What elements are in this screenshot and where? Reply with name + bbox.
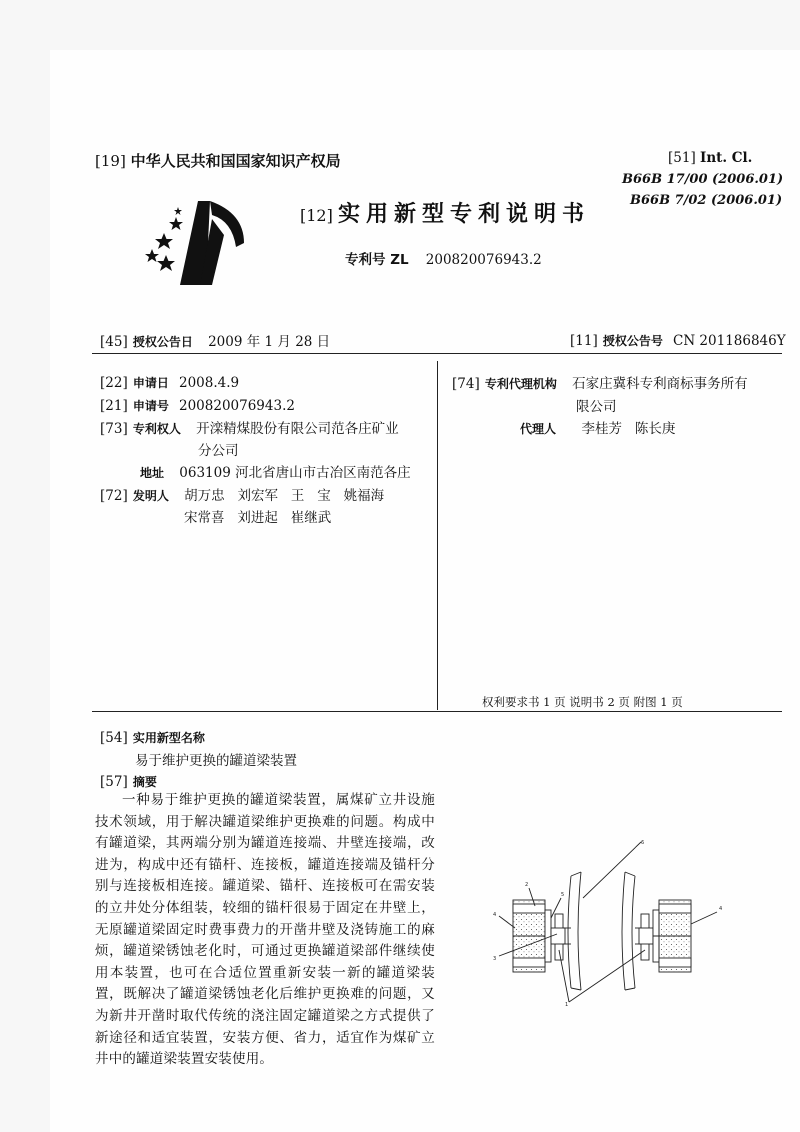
doc-title: 实用新型专利说明书 [337, 202, 590, 227]
abstract-code: [57] [100, 774, 128, 790]
grant-number [570, 330, 786, 349]
agency-row [452, 372, 748, 392]
fig-label-1: 1 [565, 1002, 569, 1008]
fig-label-5: 5 [561, 892, 565, 898]
owner-code: [73] [100, 421, 128, 437]
appno-value: 200820076943.2 [179, 398, 295, 414]
fig-label-4-right: 4 [719, 906, 723, 912]
doc-code: [12] [300, 206, 333, 225]
patent-no-value: 200820076943.2 [425, 252, 542, 268]
divider-bottom [92, 711, 782, 712]
filing-date-row [100, 372, 239, 391]
owner-line1: 开滦精煤股份有限公司范各庄矿业 [196, 421, 399, 437]
owner-label: 专利权人 [132, 422, 181, 436]
address-value: 063109 河北省唐山市古冶区南范各庄 [179, 465, 411, 481]
page-counts: 权利要求书 1 页 说明书 2 页 附图 1 页 [482, 695, 683, 709]
grant-date-label: 授权公告日 [132, 335, 193, 349]
divider-top [92, 353, 782, 354]
address-label: 地址 [140, 466, 165, 480]
abstract-header [100, 771, 157, 790]
title-section-header [100, 727, 205, 746]
appno-code: [21] [100, 398, 128, 414]
inventor-label: 发明人 [132, 489, 169, 503]
agency-label: 专利代理机构 [484, 377, 557, 391]
inventor-code: [72] [100, 488, 128, 504]
filing-label: 申请日 [132, 376, 169, 390]
office-name: 中华人民共和国国家知识产权局 [130, 152, 341, 170]
grant-date [100, 330, 330, 350]
fig-label-2: 2 [525, 882, 529, 888]
intcl-label: Int. Cl. [700, 150, 753, 166]
grant-date-value: 2009 年 1 月 28 日 [208, 334, 331, 350]
grant-no-value: CN 201186846Y [673, 333, 786, 349]
title-code: [54] [100, 730, 128, 746]
doc-title-block [300, 197, 590, 228]
agency-line1: 石家庄冀科专利商标事务所有 [572, 376, 748, 392]
abstract-label: 摘要 [132, 775, 157, 789]
filing-code: [22] [100, 375, 128, 391]
office-code: [19] [95, 152, 126, 170]
grant-no-code: [11] [570, 333, 598, 349]
inventors-line2: 宋常喜 刘进起 崔继武 [184, 510, 332, 526]
fig-label-3: 3 [493, 956, 497, 962]
patent-no-label: 专利号 ZL [345, 252, 409, 268]
abstract-text: 一种易于维护更换的罐道梁装置，属煤矿立井设施技术领域，用于解决罐道梁维护更换难的问题。构成中有罐道梁，其两端分别为罐道连接端、井壁连接端，改进为，构成中还有锚杆、连接板，罐道连接端及锚杆分别与连接板相连接。罐道梁、锚杆、连接板可在需安装的立井处分体组装，较细的锚杆很易于固定在井壁上，无原罐道梁固定时费事费力的开凿井壁及浇铸施工的麻烦，罐道梁锈蚀老化时，可通过更换罐道梁部件继续使用本装置，也可在合适位置重新安装一新的罐道梁装置，既解决了罐道梁锈蚀老化后维护更换难的问题，又为新井开凿时取代传统的浇注固定罐道梁之方式提供了新途径和适宜装置，安装方便、省力，适宜作为煤矿立井中的罐道梁装置安装使用。 [95, 792, 435, 1068]
abstract-figure [485, 838, 735, 1008]
agent-value: 李桂芳 陈长庚 [581, 421, 676, 437]
intcl-code: [51] [668, 150, 696, 166]
grant-no-label: 授权公告号 [602, 334, 663, 348]
cnipa-logo [140, 195, 260, 290]
office-header [95, 150, 341, 171]
grant-date-code: [45] [100, 334, 128, 350]
fig-label-6: 6 [641, 840, 645, 846]
intcl-header [668, 150, 752, 166]
inventor-row [100, 484, 384, 504]
application-no-row [100, 395, 295, 414]
agency-code: [74] [452, 376, 480, 392]
address-row [140, 461, 411, 481]
title-label: 实用新型名称 [132, 731, 205, 745]
filing-value: 2008.4.9 [179, 375, 240, 391]
ipc-2: B66B 7/02 (2006.01) [630, 193, 783, 208]
divider-vertical [437, 361, 438, 710]
ipc-1: B66B 17/00 (2006.01) [622, 172, 784, 187]
patent-number [345, 248, 542, 268]
agent-label: 代理人 [520, 422, 557, 436]
owner-row [100, 417, 399, 437]
agent-row [520, 417, 675, 437]
agency-line2: 限公司 [576, 399, 617, 415]
appno-label: 申请号 [132, 399, 169, 413]
owner-line2: 分公司 [198, 443, 239, 459]
inventors-line1: 胡万忠 刘宏军 王 宝 姚福海 [184, 488, 385, 504]
utility-model-title: 易于维护更换的罐道梁装置 [135, 753, 297, 769]
fig-label-4-left: 4 [493, 912, 497, 918]
